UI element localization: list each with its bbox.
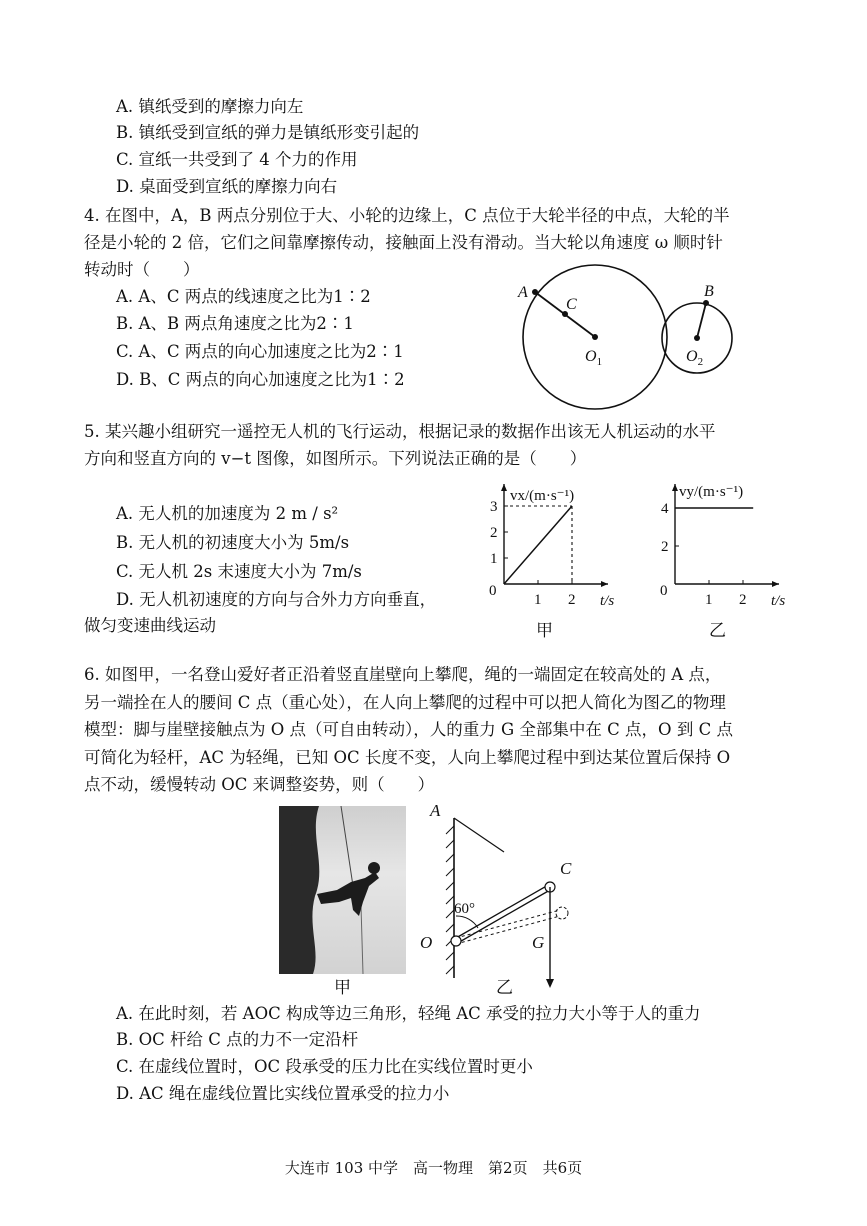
q5-option-d-cont: 做匀变速曲线运动 (84, 616, 216, 635)
x-label: t/s (600, 593, 615, 609)
point-o1 (592, 334, 598, 340)
small-wheel-radius (697, 303, 706, 338)
q6-option-c: C. 在虚线位置时，OC 段承受的压力比在实线位置时更小 (116, 1057, 533, 1076)
pivot-o (451, 936, 461, 946)
label-o2: $O_2$ (686, 348, 704, 368)
q5-option-b: B. 无人机的初速度大小为 5m/s (116, 533, 350, 552)
cliff-face (279, 806, 319, 974)
climber-figure (317, 872, 379, 916)
point-o2 (694, 335, 700, 341)
q3-option-d: D. 桌面受到宣纸的摩擦力向右 (116, 177, 338, 196)
y-tick-label-1: 1 (490, 551, 498, 567)
rope (341, 806, 353, 886)
point-c-dashed (556, 907, 568, 919)
q4-option-a: A. A、C 两点的线速度之比为1∶2 (116, 287, 371, 306)
label-a: A (430, 801, 441, 820)
q5-stem-line-1: 5. 某兴趣小组研究一遥控无人机的飞行运动，根据记录的数据作出该无人机运动的水平 (84, 422, 716, 441)
label-c: C (560, 859, 572, 878)
gravity-arrowhead (546, 979, 554, 988)
page-footer: 大连市 103 中学 高一物理 第2页 共6页 (284, 1159, 583, 1177)
q4-option-b: B. A、B 两点角速度之比为2∶1 (116, 314, 354, 333)
x-label: t/s (771, 593, 786, 609)
chart-title: 甲 (536, 621, 553, 640)
wall-hatching (446, 826, 454, 974)
rope-ac (454, 818, 504, 852)
q4-stem-line-2: 径是小轮的 2 倍，它们之间靠摩擦传动，接触面上没有滑动。当大轮以角速度 ω 顺时针 (84, 233, 723, 252)
x-arrow (601, 581, 608, 587)
q6-stem-line-4: 可简化为轻杆，AC 为轻绳，已知 OC 长度不变，人向上攀爬过程中到达某位置后保持 O (84, 748, 731, 767)
q5-option-a: A. 无人机的加速度为 2 m / s² (116, 504, 339, 523)
q4-option-c: C. A、C 两点的向心加速度之比为2∶1 (116, 342, 404, 361)
vy-t-chart (645, 478, 805, 648)
x-arrow (772, 581, 779, 587)
q6-option-a: A. 在此时刻，若 AOC 构成等边三角形，轻绳 AC 承受的拉力大小等于人的重力 (116, 1004, 701, 1023)
q4-stem-line-3: 转动时（ ） (84, 260, 200, 279)
label-o: O (420, 933, 433, 952)
q4-stem-line-1: 4. 在图中，A，B 两点分别位于大、小轮的边缘上，C 点位于大轮半径的中点，大轮的半 (84, 206, 730, 225)
q5-option-c: C. 无人机 2s 末速度大小为 7m/s (116, 562, 362, 581)
q6-stem-line-2: 另一端拴在人的腰间 C 点（重心处），在人向上攀爬的过程中可以把人简化为图乙的物理 (84, 693, 726, 712)
angle-arc (456, 916, 478, 928)
y-arrow (672, 484, 678, 491)
q5-stem-line-2: 方向和竖直方向的 v−t 图像，如图所示。下列说法正确的是（ ） (84, 449, 587, 468)
y-label: vy/(m·s⁻¹) (679, 484, 744, 500)
q3-option-a: A. 镇纸受到的摩擦力向左 (116, 97, 304, 116)
y-arrow (501, 484, 507, 491)
label-o1: $O_1$ (585, 348, 603, 368)
x-tick-label-1: 1 (534, 592, 542, 608)
q6-stem-line-1: 6. 如图甲，一名登山爱好者正沿着竖直崖壁向上攀爬，绳的一端固定在较高处的 A 点， (84, 665, 722, 684)
rod-oc-dashed-2 (456, 916, 560, 944)
y-label: vx/(m·s⁻¹) (510, 488, 575, 504)
q4-option-d: D. B、C 两点的向心加速度之比为1∶2 (116, 370, 405, 389)
origin-label: 0 (660, 583, 668, 599)
chart-title: 乙 (709, 621, 726, 640)
q3-option-b: B. 镇纸受到宣纸的弹力是镇纸形变引起的 (116, 123, 420, 142)
point-a (532, 289, 538, 295)
x-tick-label-1: 1 (705, 592, 713, 608)
q6-stem-line-3: 模型：脚与崖壁接触点为 O 点（可自由转动），人的重力 G 全部集中在 C 点，O 到 C 点 (84, 720, 733, 739)
label-g: G (532, 933, 545, 952)
angle-label: 60° (454, 901, 475, 917)
fig-label-yi: 乙 (496, 978, 513, 998)
label-a: A (518, 284, 528, 301)
climber-head (368, 862, 380, 874)
tick-group (661, 501, 747, 608)
q6-option-d: D. AC 绳在虚线位置比实线位置承受的拉力小 (116, 1084, 450, 1103)
point-b (703, 300, 709, 306)
y-tick-label-2: 2 (661, 539, 669, 555)
q3-option-c: C. 宣纸一共受到了 4 个力的作用 (116, 150, 358, 169)
y-tick-label-4: 4 (661, 501, 669, 517)
series-line (504, 506, 572, 584)
x-tick-label-2: 2 (739, 592, 747, 608)
x-tick-label-2: 2 (568, 592, 576, 608)
q5-option-d: D. 无人机初速度的方向与合外力方向垂直， (116, 590, 437, 609)
origin-label: 0 (489, 583, 497, 599)
y-tick-label-3: 3 (490, 499, 498, 515)
tick-group (490, 499, 576, 608)
y-tick-label-2: 2 (490, 525, 498, 541)
q6-option-b: B. OC 杆给 C 点的力不一定沿杆 (116, 1030, 359, 1049)
q6-stem-line-5: 点不动，缓慢转动 OC 来调整姿势，则（ ） (84, 775, 435, 794)
label-b: B (704, 283, 714, 300)
q4-wheels-figure (500, 262, 760, 412)
climber-photo (279, 806, 406, 974)
label-c: C (566, 296, 577, 313)
rope-lower (361, 906, 363, 974)
climber-model-diagram (412, 800, 592, 1000)
vx-t-chart (474, 478, 634, 648)
fig-label-jia: 甲 (334, 978, 351, 998)
